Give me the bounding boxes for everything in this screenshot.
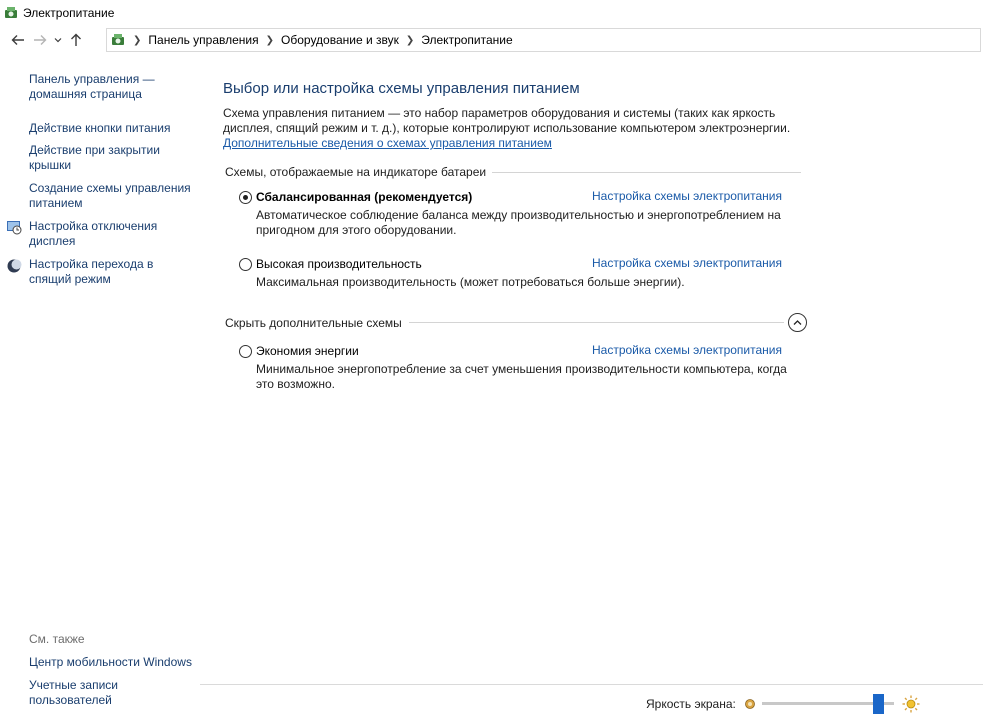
power-options-icon [3, 5, 19, 21]
title-bar [0, 0, 983, 26]
sidebar-link-display-off[interactable]: Настройка отключения дисплея [29, 219, 158, 248]
window-title: Электропитание [23, 6, 115, 20]
sidebar-link-create-plan[interactable]: Создание схемы управления питанием [29, 181, 191, 210]
hidden-plans-group-header[interactable] [225, 313, 807, 332]
plan-high-performance-description: Максимальная производительность (может потребоваться больше энергии). [256, 275, 685, 289]
plan-power-saver-description: Минимальное энергопотребление за счет уменьшения производительности компьютера, когда это возможно. [256, 362, 787, 391]
sidebar-link-control-panel-home[interactable]: Панель управления — домашняя страница [29, 72, 155, 101]
control-panel-icon [110, 32, 126, 48]
breadcrumb-power-options[interactable]: Электропитание [421, 33, 513, 47]
display-clock-icon [6, 219, 22, 235]
brightness-control [646, 694, 920, 714]
plan-high-performance-name[interactable]: Высокая производительность [256, 257, 422, 271]
plan-power-saver-radio[interactable] [239, 345, 252, 358]
back-button[interactable] [7, 29, 29, 51]
plan-balanced-radio[interactable] [239, 191, 252, 204]
forward-button[interactable] [29, 29, 51, 51]
arrow-left-icon [11, 33, 25, 47]
plan-balanced-config-link[interactable]: Настройка схемы электропитания [592, 189, 782, 203]
sun-dim-icon [744, 698, 756, 710]
brightness-slider[interactable] [762, 694, 894, 714]
sidebar [0, 70, 200, 722]
sidebar-link-power-button[interactable]: Действие кнопки питания [29, 121, 171, 135]
breadcrumb-control-panel[interactable]: Панель управления [148, 33, 259, 47]
arrow-right-icon [33, 33, 47, 47]
navigation-bar [0, 27, 983, 53]
breadcrumb-separator-icon: ❯ [133, 34, 142, 46]
sidebar-link-sleep[interactable]: Настройка перехода в спящий режим [29, 257, 154, 286]
plan-high-performance-radio[interactable] [239, 258, 252, 271]
page-title: Выбор или настройка схемы управления питанием [223, 80, 580, 97]
breadcrumb-separator-icon[interactable]: ❯ [265, 34, 275, 46]
group-divider [409, 322, 784, 323]
moon-icon [6, 258, 22, 274]
recent-locations-button[interactable] [51, 29, 65, 51]
chevron-down-icon [54, 36, 62, 44]
brightness-label: Яркость экрана: [646, 697, 736, 711]
chevron-up-icon [792, 317, 803, 328]
collapse-hidden-plans-button[interactable] [788, 313, 807, 332]
sidebar-link-mobility-center[interactable]: Центр мобильности Windows [29, 655, 192, 669]
arrow-up-icon [69, 33, 83, 47]
see-also-heading: См. также [29, 632, 85, 646]
breadcrumb-hardware-sound[interactable]: Оборудование и звук [281, 33, 399, 47]
sun-bright-icon [902, 695, 920, 713]
sidebar-link-lid-close[interactable]: Действие при закрытии крышки [29, 143, 160, 172]
group-divider [492, 172, 801, 173]
up-button[interactable] [65, 29, 87, 51]
battery-plans-group-header [225, 165, 801, 179]
plan-balanced-description: Автоматическое соблюдение баланса между производительностью и энергопотреблением на пригодном для этого оборудовании. [256, 208, 781, 237]
sidebar-link-user-accounts[interactable]: Учетные записи пользователей [29, 678, 118, 707]
plan-high-performance [239, 256, 799, 290]
plan-high-performance-config-link[interactable]: Настройка схемы электропитания [592, 256, 782, 270]
plan-power-saver-config-link[interactable]: Настройка схемы электропитания [592, 343, 782, 357]
plan-balanced [239, 189, 799, 238]
intro-text: Схема управления питанием — это набор параметров оборудования и системы (таких как яркость дисплея, спящий режим и т. д.), которые контролируют использование компьютером электроэнергии. [223, 106, 791, 135]
breadcrumb-separator-icon[interactable]: ❯ [405, 34, 415, 46]
battery-plans-group-title: Схемы, отображаемые на индикаторе батареи [225, 165, 487, 179]
plan-power-saver [239, 343, 799, 392]
plan-power-saver-name[interactable]: Экономия энергии [256, 344, 359, 358]
address-bar[interactable] [106, 28, 981, 52]
hidden-plans-group-title[interactable]: Скрыть дополнительные схемы [225, 315, 402, 330]
footer-divider [200, 684, 983, 685]
plan-balanced-name[interactable]: Сбалансированная (рекомендуется) [256, 190, 473, 204]
learn-more-link[interactable]: Дополнительные сведения о схемах управления питанием [223, 136, 552, 150]
brightness-slider-thumb[interactable] [873, 694, 884, 714]
